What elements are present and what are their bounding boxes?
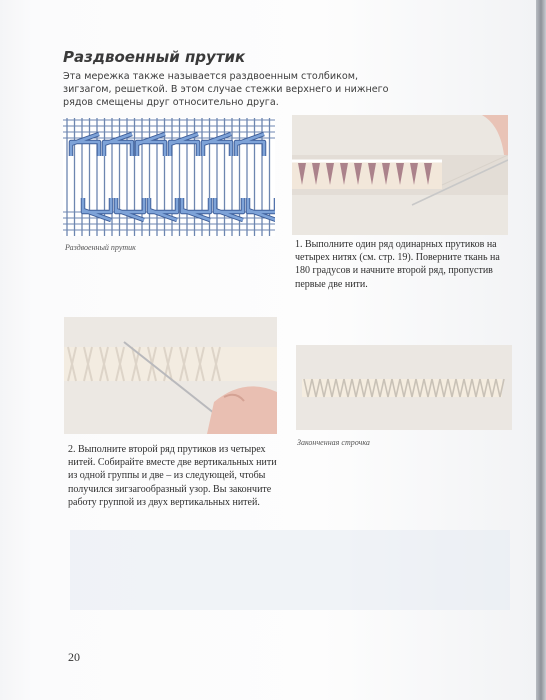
lower-stitch: [149, 198, 177, 220]
step-1-text: 1. Выполните один ряд одинарных прутиков на четырех нитях (см. стр. 19). Поверните ткань на 180 градусов и начните второй ряд, пропустив первые две нити.: [295, 239, 500, 290]
diagram-caption: Раздвоенный прутик: [65, 243, 136, 252]
bleed-through: [70, 530, 510, 610]
photo-step-2-image: [64, 317, 277, 434]
page-number: 20: [68, 650, 80, 664]
upper-stitch: [236, 134, 264, 156]
stitch-diagram: [63, 118, 275, 236]
upper-stitch: [170, 134, 198, 156]
lower-stitch: [215, 198, 243, 220]
upper-stitch: [137, 134, 165, 156]
intro-text: Эта мережка также называется раздвоенным столбиком, зигзагом, решеткой. В этом случае стежки верхнего и нижнего рядов смещены друг относительно друга.: [63, 71, 389, 108]
lower-stitch: [182, 198, 210, 220]
photo-finished-row-image: [296, 345, 512, 430]
photo-step-1-image: [292, 115, 508, 235]
finished-caption: Законченная строчка: [297, 438, 370, 447]
section-title: Раздвоенный прутик: [63, 48, 246, 66]
photo-step-1: [292, 115, 508, 235]
photo-step-2: [64, 317, 277, 434]
upper-stitch: [104, 134, 132, 156]
lower-stitch: [116, 198, 144, 220]
stitch-diagram-drawing: [63, 118, 275, 236]
book-spine: [536, 0, 546, 700]
photo-finished-row: [296, 345, 512, 430]
upper-stitch: [71, 134, 99, 156]
step-2-text: 2. Выполните второй ряд прутиков из четырех нитей. Собирайте вместе две вертикальных нити из одной группы и две – из следующей, чтобы получился зигзагообразный узор. Вы закончите работу группой из двух вертикальных нитей.: [68, 444, 277, 508]
